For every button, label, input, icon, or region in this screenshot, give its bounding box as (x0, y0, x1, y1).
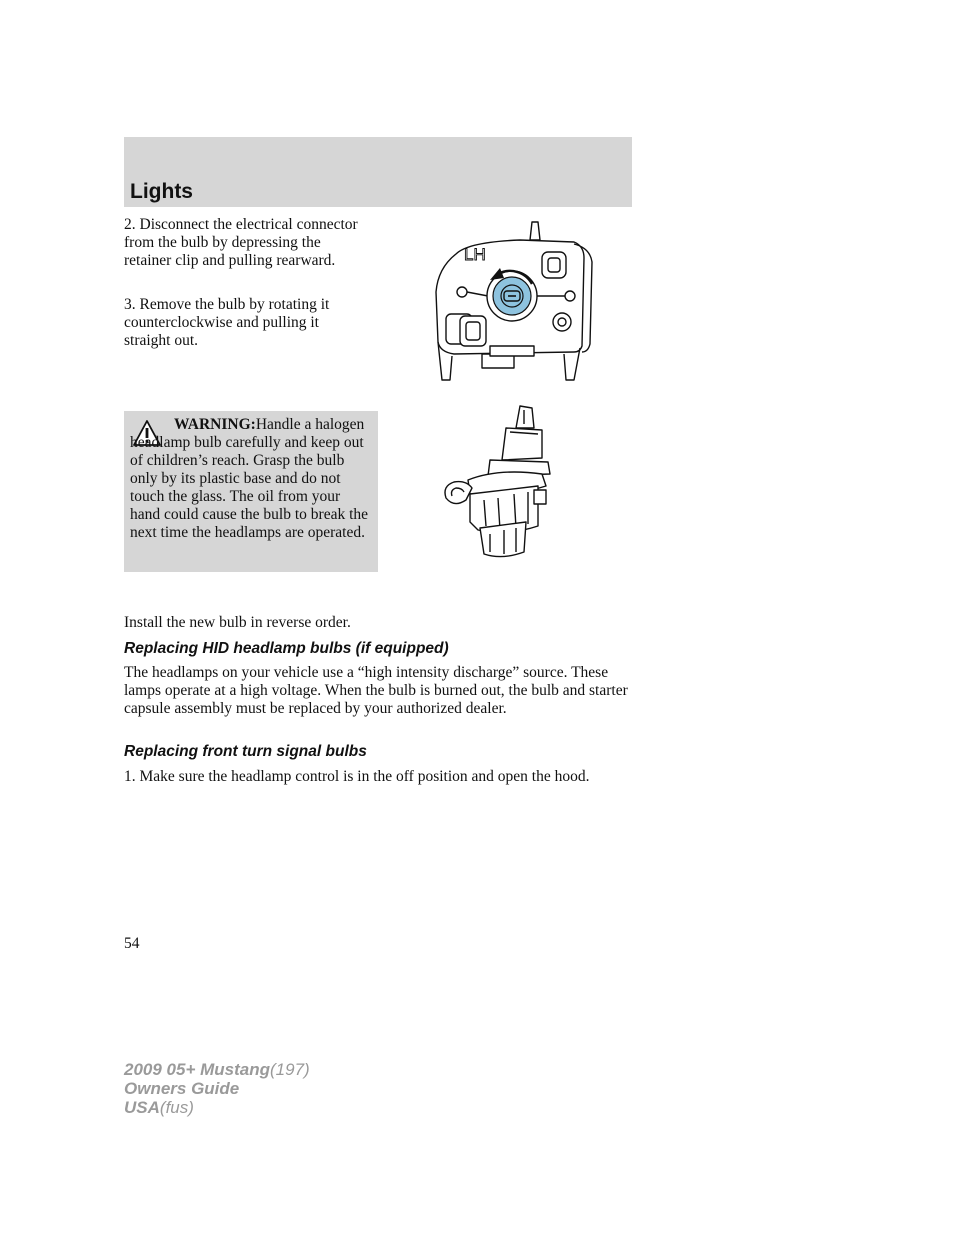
warning-text: Handle a halogen headlamp bulb carefully and keep out of children’s reach. Grasp the bulb only by its plastic base and do not touch the glass. The oil from your hand could cause the bulb to break the next time the headlamps are operated. (130, 416, 369, 541)
footer-model: 2009 05+ Mustang (124, 1060, 270, 1079)
headlamp-assembly-figure (424, 218, 594, 384)
section-title: Lights (130, 180, 193, 203)
step-2-text: 2. Disconnect the electrical connector from the bulb by depressing the retainer clip and pulling rearward. (124, 216, 358, 269)
footer-market: USA (124, 1098, 160, 1117)
turn-signal-step-1: 1. Make sure the headlamp control is in the off position and open the hood. (124, 768, 590, 785)
headlamp-side-label: LH (464, 245, 486, 264)
page-number: 54 (124, 935, 140, 952)
install-instruction: Install the new bulb in reverse order. (124, 614, 351, 631)
footer-guide: Owners Guide (124, 1079, 240, 1098)
halogen-bulb-figure (438, 402, 558, 562)
footer-market-code: (fus) (159, 1098, 194, 1117)
warning-label: WARNING: (174, 416, 256, 433)
turn-signal-heading: Replacing front turn signal bulbs (124, 743, 367, 760)
hid-bulbs-text: The headlamps on your vehicle use a “high intensity discharge” source. These lamps operate at a high voltage. When the bulb is burned out, the bulb and starter capsule assembly must be replaced by your authorized dealer. (124, 664, 628, 717)
warning-box (124, 411, 378, 572)
footer-model-code: (197) (270, 1060, 310, 1079)
step-3-text: 3. Remove the bulb by rotating it counterclockwise and pulling it straight out. (124, 296, 330, 349)
hid-bulbs-heading: Replacing HID headlamp bulbs (if equipped) (124, 640, 449, 657)
document-footer (124, 1060, 310, 1117)
section-header-band (124, 137, 632, 207)
warning-paragraph (130, 416, 374, 542)
